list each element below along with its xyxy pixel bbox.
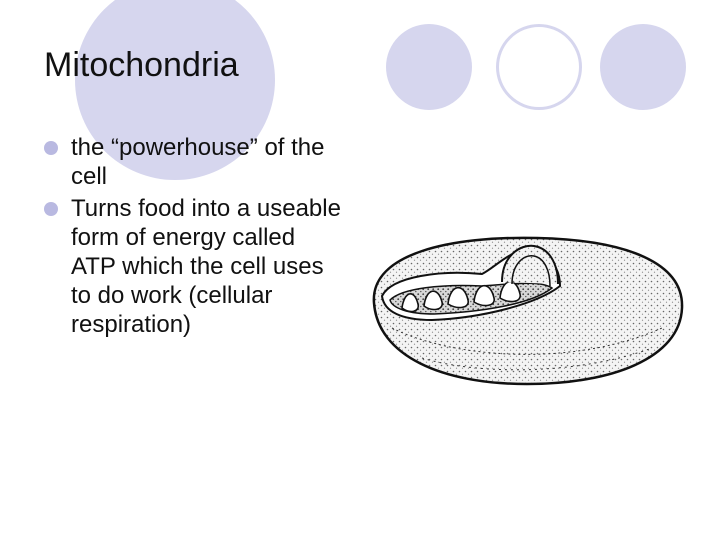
bullet-text: the “powerhouse” of the cell xyxy=(71,134,325,190)
bullet-item xyxy=(44,194,344,339)
decorative-circle-2 xyxy=(386,24,472,110)
bullet-list xyxy=(44,133,344,342)
bullet-dot-icon xyxy=(44,202,58,216)
mitochondrion-illustration xyxy=(362,208,692,398)
slide-title: Mitochondria xyxy=(44,46,239,84)
decorative-circle-4 xyxy=(600,24,686,110)
decorative-ring-3 xyxy=(496,24,582,110)
bullet-item xyxy=(44,133,344,191)
bullet-text: Turns food into a useable form of energy called ATP which the cell uses to do work (cellular respiration) xyxy=(71,195,341,338)
bullet-dot-icon xyxy=(44,141,58,155)
